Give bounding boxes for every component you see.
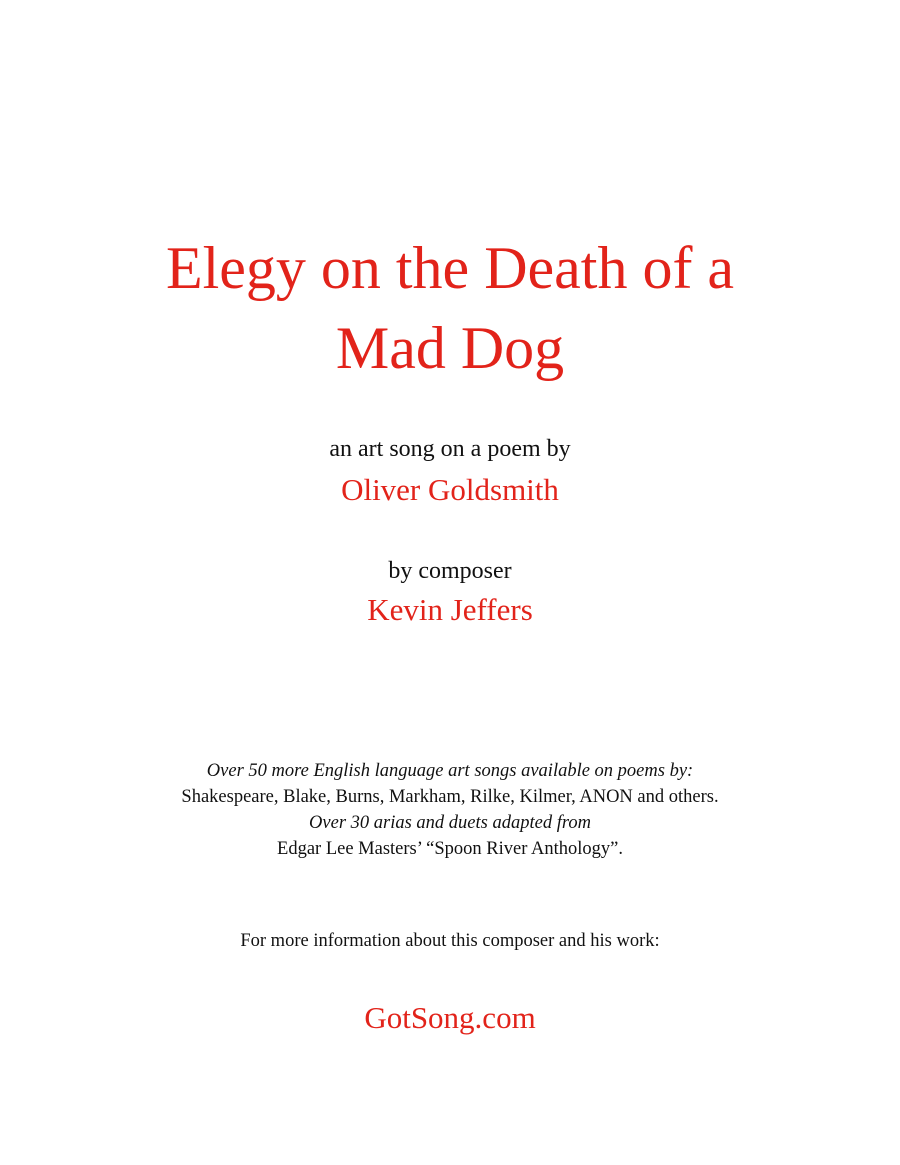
song-title-line-2: Mad Dog: [335, 315, 565, 381]
poem-credit-intro: an art song on a poem by: [329, 436, 571, 462]
composer-credit-intro: by composer: [388, 558, 512, 584]
poet-name: Oliver Goldsmith: [341, 472, 559, 507]
promo-line-2: Shakespeare, Blake, Burns, Markham, Rilke, Kilmer, ANON and others.: [181, 787, 719, 807]
promo-line-1: Over 50 more English language art songs available on poems by:: [206, 761, 694, 781]
promo-line-3: Over 30 arias and duets adapted from: [309, 813, 591, 833]
song-title: [0, 228, 900, 388]
promo-block: [0, 758, 900, 862]
more-info-text: For more information about this composer and his work:: [240, 931, 660, 951]
promo-line-4: Edgar Lee Masters’ “Spoon River Anthology”.: [277, 839, 623, 859]
song-title-line-1: Elegy on the Death of a: [165, 235, 735, 301]
composer-name: Kevin Jeffers: [367, 592, 533, 627]
website-link[interactable]: GotSong.com: [364, 1000, 536, 1035]
